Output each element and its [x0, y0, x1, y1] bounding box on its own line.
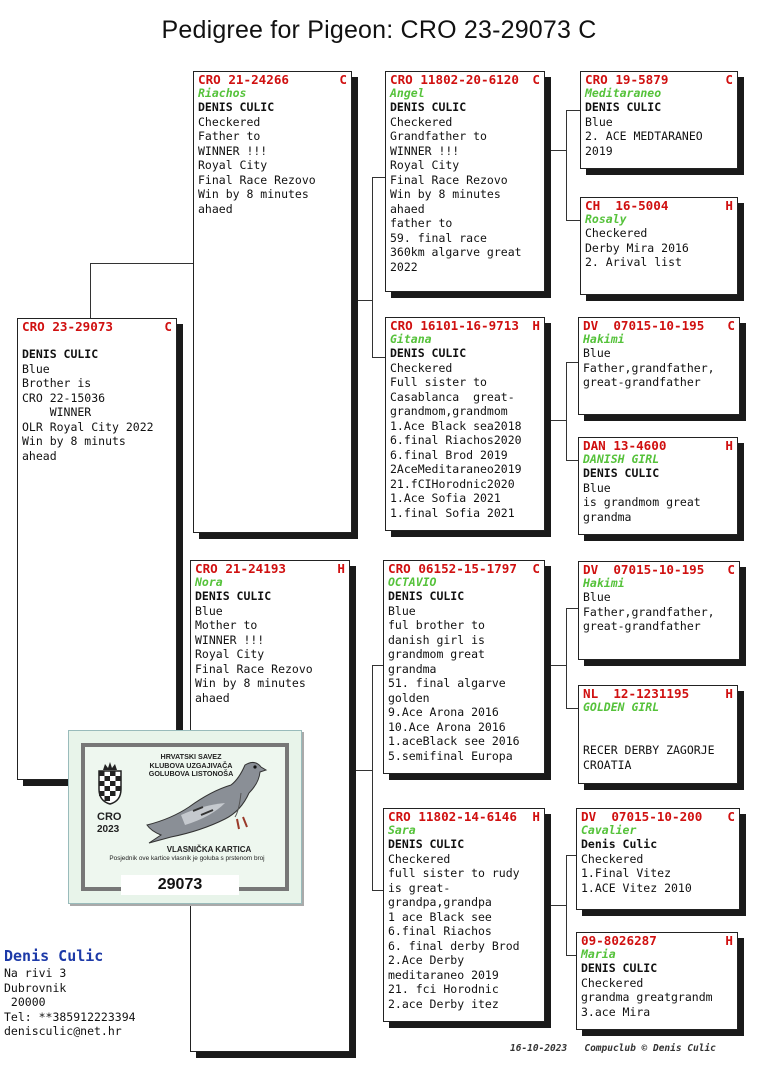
- pigeon-info-line: 21.fCIHorodnic2020: [390, 476, 515, 491]
- owner-name: DENIS CULIC: [22, 347, 99, 361]
- pigeon-name: Sara: [388, 823, 416, 837]
- connector-line: [372, 665, 373, 890]
- pigeon-info-line: 21. fci Horodnic: [388, 982, 499, 996]
- pigeon-info-line: full sister to rudy: [388, 866, 520, 880]
- ring-number: DV 07015-10-200: [581, 809, 703, 824]
- ring-number: DV 07015-10-195: [583, 318, 705, 333]
- pigeon-info-line: Derby Mira 2016: [585, 240, 689, 255]
- connector-line: [356, 300, 372, 301]
- connector-line: [566, 362, 567, 460]
- pigeon-info-line: 2.ace Derby itez: [388, 996, 499, 1011]
- pigeon-info-line: Grandfather to: [390, 129, 487, 143]
- checkerboard-logo-icon: [97, 761, 123, 805]
- pigeon-info-line: Checkered: [581, 851, 644, 866]
- pigeon-info-line: Checkered: [585, 226, 648, 240]
- pigeon-info-line: ahead: [22, 448, 57, 463]
- pigeon-info-line: Brother is: [22, 376, 92, 390]
- pigeon-info-line: WINNER !!!: [390, 143, 460, 158]
- pigeon-info-line: Blue: [22, 361, 50, 376]
- sex-code: C: [532, 72, 540, 87]
- pigeon-info-line: 2AceMeditaraneo2019: [390, 462, 522, 476]
- card-ring-number: 29073: [121, 875, 239, 895]
- pigeon-info-line: Final Race Rezovo: [195, 661, 313, 676]
- pigeon-info-line: 2. Arival list: [585, 255, 682, 269]
- sex-code: H: [532, 318, 540, 333]
- card-title: VLASNIČKA KARTICA: [166, 845, 252, 854]
- owner-name: Denis Culic: [581, 837, 658, 851]
- pigeon-info-line: 2.Ace Derby: [388, 953, 465, 967]
- pigeon-name: Gitana: [390, 332, 432, 346]
- page-title: Pedigree for Pigeon: CRO 23-29073 C: [161, 16, 597, 44]
- pigeon-info-line: 1.aceBlack see 2016: [388, 734, 520, 748]
- footer-credit: 16-10-2023 Compuclub © Denis Culic: [510, 1043, 716, 1054]
- connector-line: [90, 263, 91, 320]
- connector-line: [356, 770, 372, 771]
- pigeon-info-line: ahaed: [198, 201, 233, 216]
- pigeon-info-line: golden: [388, 690, 430, 705]
- pigeon-info-line: Father,grandfather,: [583, 604, 715, 619]
- pigeon-info-line: Blue: [388, 603, 416, 618]
- ring-number: CH 16-5004: [585, 198, 669, 213]
- pigeon-info-line: Mother to: [195, 618, 258, 632]
- pigeon-box-sire-dam: [385, 317, 545, 531]
- contact-block: [4, 946, 136, 1039]
- pigeon-info-line: 3.ace Mira: [581, 1004, 651, 1019]
- pigeon-box-dam-dam: [383, 808, 545, 1022]
- sex-code: C: [727, 562, 735, 577]
- pigeon-name: Maria: [581, 947, 616, 961]
- connector-line: [90, 263, 194, 264]
- ring-number: CRO 11802-20-6120: [390, 72, 519, 87]
- card-year: 2023: [97, 824, 120, 835]
- sex-code: H: [725, 438, 733, 453]
- pigeon-info-line: danish girl is: [388, 632, 485, 647]
- pigeon-info-line: Checkered: [390, 360, 453, 375]
- ring-number: DV 07015-10-195: [583, 562, 705, 577]
- ring-header: [384, 561, 544, 576]
- ring-header: [386, 72, 544, 87]
- pigeon-info-line: Checkered: [581, 975, 644, 990]
- owner-name: DENIS CULIC: [390, 346, 467, 360]
- card-country: CRO: [97, 811, 122, 823]
- ring-number: CRO 21-24193: [195, 561, 286, 576]
- sex-code: C: [727, 318, 735, 333]
- pigeon-name: Angel: [390, 86, 425, 100]
- ring-number: CRO 06152-15-1797: [388, 561, 517, 576]
- ring-number: CRO 21-24266: [198, 72, 289, 87]
- pigeon-info-line: Father to: [198, 129, 261, 143]
- ring-number: CRO 19-5879: [585, 72, 669, 87]
- ring-header: [386, 318, 544, 333]
- pigeon-name: Nora: [195, 575, 223, 589]
- pigeon-info-line: 6.final Brod 2019: [390, 447, 508, 462]
- pigeon-info-line: 6.final Riachos: [388, 924, 492, 938]
- ring-header: [581, 72, 737, 87]
- ring-header: [191, 561, 349, 576]
- ring-header: [18, 319, 176, 334]
- pigeon-info-line: father to: [390, 216, 453, 230]
- connector-line: [566, 110, 580, 111]
- owner-name: DENIS CULIC: [198, 100, 275, 114]
- pigeon-info-line: 59. final race: [390, 230, 487, 245]
- pigeon-info-line: grandma: [388, 661, 437, 676]
- pigeon-info-line: 2. ACE MEDTARANEO: [585, 129, 703, 143]
- pigeon-info-line: CROATIA: [583, 757, 632, 772]
- sex-code: H: [725, 933, 733, 948]
- connector-line: [566, 110, 567, 220]
- pigeon-info-line: Win by 8 minutes: [390, 187, 501, 201]
- pigeon-info-line: Blue: [583, 480, 611, 495]
- contact-line: Dubrovnik: [4, 980, 67, 995]
- ring-header: [579, 438, 737, 453]
- owner-name: DENIS CULIC: [390, 100, 467, 114]
- ring-header: [194, 72, 351, 87]
- pigeon-info-line: ahaed: [390, 201, 425, 216]
- pigeon-info-line: is great-: [388, 880, 451, 895]
- connector-line: [566, 608, 567, 708]
- pigeon-info-line: Royal City: [198, 158, 268, 172]
- pigeon-info-line: 1.ACE Vitez 2010: [581, 880, 692, 895]
- sex-code: H: [725, 198, 733, 213]
- sex-code: C: [725, 72, 733, 87]
- pigeon-info-line: Father,grandfather,: [583, 360, 715, 375]
- pigeon-info-line: WINNER: [22, 405, 92, 419]
- pigeon-info-line: 2022: [390, 259, 418, 274]
- ring-header: [581, 198, 737, 213]
- sex-code: C: [532, 561, 540, 576]
- pigeon-info-line: 1.Ace Sofia 2021: [390, 491, 501, 505]
- pigeon-box-dam-sire: [383, 560, 545, 774]
- pigeon-info-line: WINNER !!!: [195, 632, 265, 647]
- owner-name: DENIS CULIC: [388, 837, 465, 851]
- contact-email: denisculic@net.hr: [4, 1024, 122, 1039]
- card-association: HRVATSKI SAVEZ KLUBOVA UZGAJIVAČA GOLUBOVA LISTONOŠA: [148, 752, 234, 778]
- owner-name: DENIS CULIC: [585, 100, 662, 114]
- connector-line: [549, 905, 566, 906]
- pigeon-info-line: 5.semifinal Europa: [388, 748, 513, 763]
- pigeon-info-line: Final Race Rezovo: [198, 172, 316, 187]
- pigeon-info-line: 6. final derby Brod: [388, 938, 520, 953]
- pigeon-info-line: ahaed: [195, 690, 230, 705]
- contact-name: Denis Culic: [4, 947, 104, 965]
- pigeon-info-line: [579, 729, 737, 744]
- sex-code: H: [532, 809, 540, 824]
- pigeon-info-line: Casablanca great-: [390, 389, 515, 404]
- pigeon-box-dam-sire-dam: [578, 685, 738, 784]
- pigeon-name: GOLDEN GIRL: [583, 700, 660, 714]
- pigeon-box-sire-sire: [385, 71, 545, 292]
- pigeon-info-line: RECER DERBY ZAGORJE: [583, 743, 715, 757]
- pigeon-name: DANISH GIRL: [583, 452, 660, 466]
- pigeon-info-line: CRO 22-15036: [22, 390, 106, 405]
- pigeon-name: Hakimi: [583, 576, 625, 590]
- connector-line: [549, 665, 566, 666]
- pigeon-illustration-icon: [141, 755, 271, 847]
- pigeon-info-line: 360km algarve great: [390, 245, 522, 259]
- pigeon-info-line: 9.Ace Arona 2016: [388, 705, 499, 719]
- pigeon-info-line: [579, 714, 737, 729]
- owner-name: DENIS CULIC: [195, 589, 272, 603]
- pigeon-info-line: grandma greatgrandm: [581, 990, 713, 1004]
- ring-header: [579, 318, 739, 333]
- contact-line: Na rivi 3: [4, 966, 67, 980]
- card-subtitle: Posjednik ove kartice vlasnik je goluba s prstenom broj: [109, 855, 265, 862]
- sex-code: C: [727, 809, 735, 824]
- owner-name: DENIS CULIC: [583, 466, 660, 480]
- pigeon-box-dam-sire-sire: [578, 561, 740, 660]
- pigeon-info-line: Checkered: [390, 114, 453, 129]
- pigeon-info-line: 1.Final Vitez: [581, 866, 672, 880]
- pigeon-name: Hakimi: [583, 332, 625, 346]
- pigeon-info-line: Final Race Rezovo: [390, 172, 508, 187]
- pigeon-info-line: 1.Ace Black sea2018: [390, 418, 522, 433]
- pigeon-info-line: 6.final Riachos2020: [390, 433, 522, 447]
- pigeon-info-line: Win by 8 minutes: [195, 676, 306, 690]
- pigeon-info-line: grandma: [583, 509, 632, 524]
- pigeon-info-line: Win by 8 minuts: [22, 434, 126, 448]
- pigeon-info-line: Full sister to: [390, 375, 487, 389]
- pigeon-info-line: grandpa,grandpa: [388, 895, 492, 909]
- pigeon-info-line: great-grandfather: [583, 619, 701, 633]
- pigeon-info-line: Blue: [583, 590, 611, 604]
- pigeon-info-line: grandmom great: [388, 647, 485, 661]
- pigeon-info-line: OLR Royal City 2022: [22, 419, 154, 434]
- ring-header: [384, 809, 544, 824]
- pigeon-info-line: 10.Ace Arona 2016: [388, 719, 506, 734]
- pigeon-info-line: Blue: [583, 346, 611, 360]
- pigeon-box-sire-sire-sire: [580, 71, 738, 169]
- ring-number: CRO 11802-14-6146: [388, 809, 517, 824]
- connector-line: [372, 177, 373, 357]
- pigeon-name: [18, 334, 176, 347]
- pigeon-info-line: Win by 8 minutes: [198, 187, 309, 201]
- pigeon-info-line: 2019: [585, 143, 613, 158]
- pigeon-name: Riachos: [198, 86, 247, 100]
- pigeon-name: Meditaraneo: [585, 86, 662, 100]
- pigeon-info-line: is grandmom great: [583, 495, 701, 509]
- connector-line: [566, 220, 580, 221]
- ring-header: [579, 562, 739, 577]
- pigeon-box-sire-dam-dam: [578, 437, 738, 535]
- pigeon-box-sire-dam-sire: [578, 317, 740, 415]
- pigeon-box-dam-dam-dam: [576, 932, 738, 1030]
- pigeon-info-line: Royal City: [390, 158, 460, 172]
- connector-line: [372, 357, 385, 358]
- pigeon-box-sire: [193, 71, 352, 533]
- ring-number: CRO 16101-16-9713: [390, 318, 519, 333]
- sex-code: H: [725, 686, 733, 701]
- ring-number: DAN 13-4600: [583, 438, 667, 453]
- sex-code: C: [339, 72, 347, 87]
- pigeon-name: Cavalier: [581, 823, 637, 837]
- pigeon-name: OCTAVIO: [388, 575, 437, 589]
- pigeon-info-line: Checkered: [198, 114, 261, 129]
- pigeon-box-sire-sire-dam: [580, 197, 738, 295]
- pigeon-info-line: 1.final Sofia 2021: [390, 505, 515, 520]
- sex-code: H: [337, 561, 345, 576]
- ring-header: [577, 933, 737, 948]
- pigeon-info-line: grandmom,grandmom: [390, 404, 508, 418]
- owner-name: DENIS CULIC: [581, 961, 658, 975]
- contact-line: Tel: **385912223394: [4, 1009, 136, 1024]
- pigeon-info-line: 51. final algarve: [388, 676, 506, 690]
- pigeon-info-line: 1 ace Black see: [388, 909, 492, 924]
- ring-number: CRO 23-29073: [22, 319, 113, 334]
- ring-number: 09-8026287: [581, 933, 657, 948]
- connector-line: [549, 150, 566, 151]
- pigeon-box-subject: [17, 318, 177, 780]
- pigeon-name: Rosaly: [585, 212, 627, 226]
- ring-header: [579, 686, 737, 701]
- pigeon-info-line: Blue: [585, 114, 613, 129]
- connector-line: [549, 420, 566, 421]
- ownership-card: [68, 730, 302, 904]
- pigeon-info-line: great-grandfather: [583, 375, 701, 389]
- pigeon-info-line: ful brother to: [388, 618, 485, 632]
- pigeon-info-line: Royal City: [195, 647, 265, 661]
- ring-number: NL 12-1231195: [583, 686, 690, 701]
- pigeon-box-dam-dam-sire: [576, 808, 740, 910]
- connector-line: [372, 177, 385, 178]
- ring-header: [577, 809, 739, 824]
- connector-line: [566, 855, 567, 955]
- pigeon-info-line: meditaraneo 2019: [388, 967, 499, 982]
- contact-line: 20000: [4, 995, 46, 1010]
- pigeon-info-line: WINNER !!!: [198, 143, 268, 158]
- pigeon-info-line: Blue: [195, 603, 223, 618]
- sex-code: C: [164, 319, 172, 334]
- pigeon-info-line: Checkered: [388, 851, 451, 866]
- owner-name: DENIS CULIC: [388, 589, 465, 603]
